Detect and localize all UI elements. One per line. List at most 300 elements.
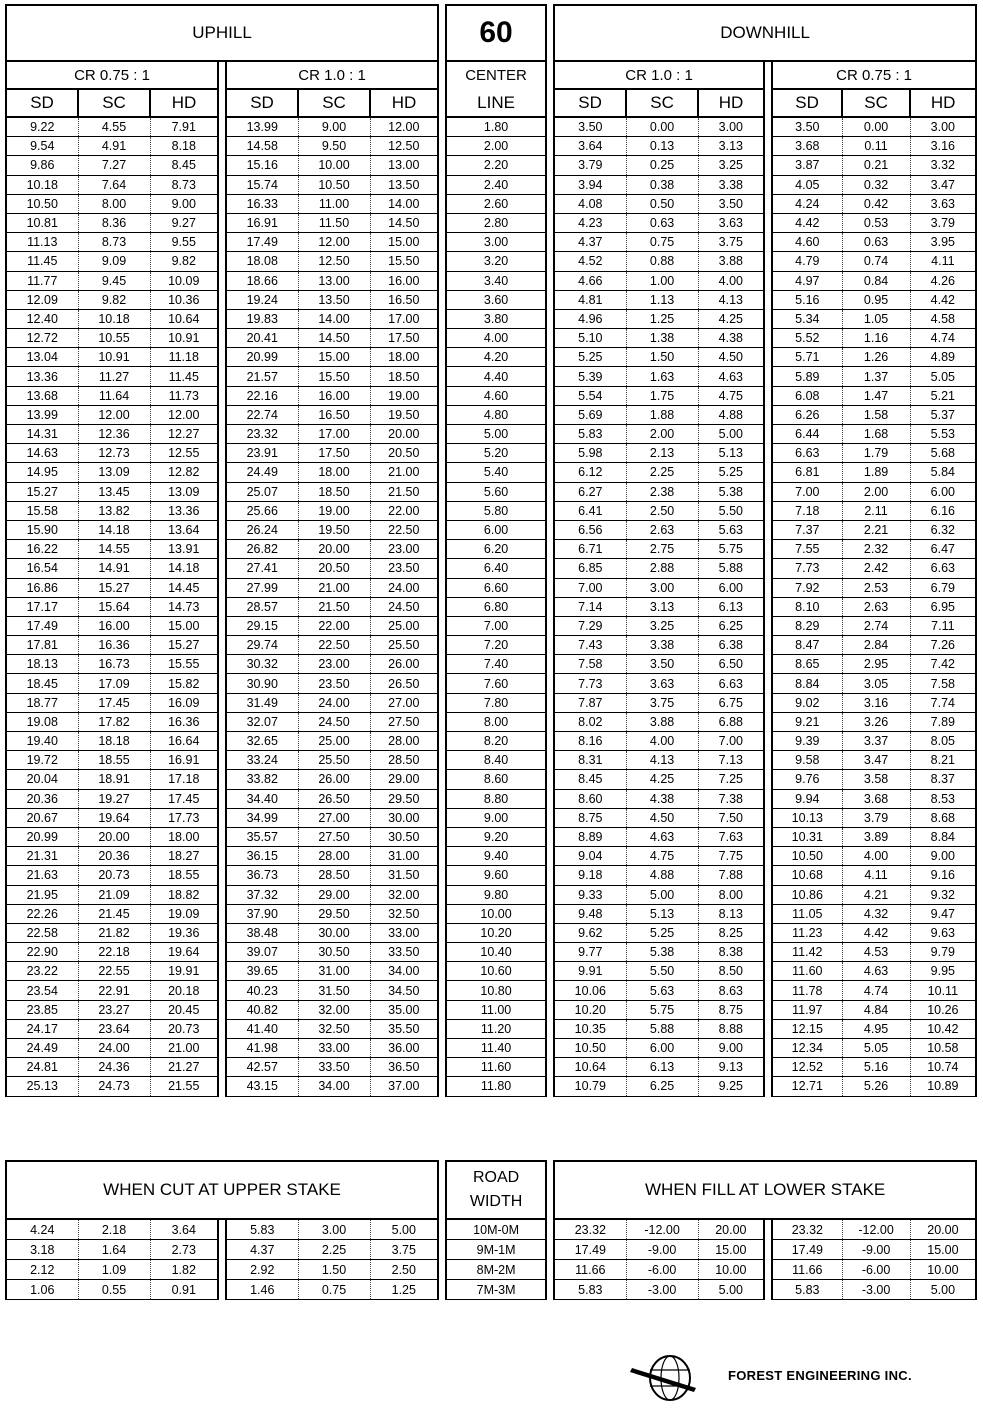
globe-logo-icon bbox=[630, 1348, 702, 1406]
table-cell: 28.50 bbox=[370, 751, 438, 770]
table-cell: 4.91 bbox=[78, 137, 150, 156]
table-cell: 2.50 bbox=[626, 501, 698, 520]
table-cell: 17.81 bbox=[6, 636, 78, 655]
table-cell: 6.47 bbox=[910, 540, 976, 559]
table-cell: 9.63 bbox=[910, 923, 976, 942]
table-cell: 14.45 bbox=[150, 578, 218, 597]
table-cell: 26.50 bbox=[298, 789, 370, 808]
table-cell: 18.18 bbox=[78, 732, 150, 751]
table-cell: 4.24 bbox=[772, 194, 842, 213]
table-cell: 11.66 bbox=[772, 1260, 842, 1280]
table-cell: 5.83 bbox=[554, 1280, 626, 1300]
downhill-cr10-header: CR 1.0 : 1 bbox=[554, 61, 764, 89]
table-cell: 2.00 bbox=[446, 137, 546, 156]
table-cell: 18.66 bbox=[226, 271, 298, 290]
table-cell: 23.85 bbox=[6, 1000, 78, 1019]
table-cell: 27.00 bbox=[370, 693, 438, 712]
table-cell: 8.47 bbox=[772, 636, 842, 655]
table-cell: 1.16 bbox=[842, 329, 910, 348]
table-cell: 17.50 bbox=[370, 329, 438, 348]
table-cell: 21.31 bbox=[6, 847, 78, 866]
table-row bbox=[6, 482, 976, 501]
table-cell: 12.00 bbox=[298, 233, 370, 252]
table-cell: 10.74 bbox=[910, 1058, 976, 1077]
table-row bbox=[6, 655, 976, 674]
table-row bbox=[6, 463, 976, 482]
table-cell: 5.25 bbox=[698, 463, 764, 482]
table-cell: 0.75 bbox=[298, 1280, 370, 1300]
table-cell: 13.82 bbox=[78, 501, 150, 520]
table-cell: 8.89 bbox=[554, 827, 626, 846]
table-cell: 11.50 bbox=[298, 213, 370, 232]
table-cell: 17.17 bbox=[6, 597, 78, 616]
table-cell: 3.18 bbox=[6, 1240, 78, 1260]
table-cell: 16.33 bbox=[226, 194, 298, 213]
table-cell: 8.63 bbox=[698, 981, 764, 1000]
centerline-header-bottom: LINE bbox=[446, 89, 546, 117]
table-cell: 20.00 bbox=[698, 1219, 764, 1240]
table-cell: 3.32 bbox=[910, 156, 976, 175]
table-cell: 13.36 bbox=[150, 501, 218, 520]
table-cell: 21.00 bbox=[150, 1039, 218, 1058]
table-cell: 6.12 bbox=[554, 463, 626, 482]
table-cell: 7.13 bbox=[698, 751, 764, 770]
table-row bbox=[6, 1019, 976, 1038]
table-cell: 3.47 bbox=[842, 751, 910, 770]
table-row bbox=[6, 904, 976, 923]
table-cell: 5.38 bbox=[626, 943, 698, 962]
table-cell: 6.13 bbox=[626, 1058, 698, 1077]
table-cell: 29.15 bbox=[226, 616, 298, 635]
table-cell: 9.00 bbox=[698, 1039, 764, 1058]
table-cell: 18.00 bbox=[150, 827, 218, 846]
table-cell: 11.13 bbox=[6, 233, 78, 252]
table-cell: 15.27 bbox=[6, 482, 78, 501]
table-cell: -6.00 bbox=[842, 1260, 910, 1280]
table-cell: 9.55 bbox=[150, 233, 218, 252]
table-cell: 24.17 bbox=[6, 1019, 78, 1038]
table-cell: 4.24 bbox=[6, 1219, 78, 1240]
table-cell: 0.55 bbox=[78, 1280, 150, 1300]
table-cell: 21.45 bbox=[78, 904, 150, 923]
table-cell: 4.63 bbox=[698, 367, 764, 386]
table-cell: 6.25 bbox=[626, 1077, 698, 1096]
table-cell: 14.00 bbox=[298, 309, 370, 328]
table-cell: 13.91 bbox=[150, 540, 218, 559]
table-cell: 4.60 bbox=[772, 233, 842, 252]
table-cell: 33.24 bbox=[226, 751, 298, 770]
table-cell: 3.64 bbox=[554, 137, 626, 156]
table-cell: 19.40 bbox=[6, 732, 78, 751]
table-cell: 2.80 bbox=[446, 213, 546, 232]
table-cell: 4.38 bbox=[698, 329, 764, 348]
table-cell: 24.49 bbox=[226, 463, 298, 482]
col-hd: HD bbox=[150, 89, 218, 117]
table-cell: 36.73 bbox=[226, 866, 298, 885]
table-cell: 11.42 bbox=[772, 943, 842, 962]
table-cell: 7.00 bbox=[554, 578, 626, 597]
table-cell: 5.75 bbox=[698, 540, 764, 559]
table-cell: 32.07 bbox=[226, 712, 298, 731]
table-cell: 9.20 bbox=[446, 827, 546, 846]
table-cell: 3.68 bbox=[842, 789, 910, 808]
table-cell: 6.32 bbox=[910, 520, 976, 539]
table-cell: -3.00 bbox=[842, 1280, 910, 1300]
table-cell: 20.67 bbox=[6, 808, 78, 827]
table-cell: 38.48 bbox=[226, 923, 298, 942]
table-cell: 0.32 bbox=[842, 175, 910, 194]
table-cell: 9.40 bbox=[446, 847, 546, 866]
table-cell: 5.53 bbox=[910, 425, 976, 444]
table-cell: 8.84 bbox=[772, 674, 842, 693]
col-sd: SD bbox=[6, 89, 78, 117]
table-cell: 3.75 bbox=[370, 1240, 438, 1260]
table-cell: 4.63 bbox=[626, 827, 698, 846]
table-cell: 5.25 bbox=[554, 348, 626, 367]
table-cell: 30.90 bbox=[226, 674, 298, 693]
table-row bbox=[6, 559, 976, 578]
table-cell: 7M-3M bbox=[446, 1280, 546, 1300]
table-cell: 2.73 bbox=[150, 1240, 218, 1260]
table-cell: 20.00 bbox=[910, 1219, 976, 1240]
table-cell: 5.10 bbox=[554, 329, 626, 348]
table-cell: 2.21 bbox=[842, 520, 910, 539]
table-cell: 5.83 bbox=[772, 1280, 842, 1300]
table-cell: 6.08 bbox=[772, 386, 842, 405]
table-cell: 30.32 bbox=[226, 655, 298, 674]
table-row bbox=[6, 1058, 976, 1077]
table-cell: 5.83 bbox=[226, 1219, 298, 1240]
table-cell: 16.00 bbox=[298, 386, 370, 405]
table-cell: 11.45 bbox=[6, 252, 78, 271]
table-cell: 1.79 bbox=[842, 444, 910, 463]
table-cell: 18.55 bbox=[78, 751, 150, 770]
table-cell: 2.88 bbox=[626, 559, 698, 578]
uphill-cr10-header: CR 1.0 : 1 bbox=[226, 61, 438, 89]
col-sd: SD bbox=[226, 89, 298, 117]
table-cell: 4.38 bbox=[626, 789, 698, 808]
table-cell: 7.50 bbox=[698, 808, 764, 827]
table-cell: 42.57 bbox=[226, 1058, 298, 1077]
table-cell: 5.60 bbox=[446, 482, 546, 501]
table-cell: 12.15 bbox=[772, 1019, 842, 1038]
table-cell: 9.33 bbox=[554, 885, 626, 904]
table-cell: 3.20 bbox=[446, 252, 546, 271]
table-cell: 5.20 bbox=[446, 444, 546, 463]
table-cell: 10.06 bbox=[554, 981, 626, 1000]
table-cell: 7.27 bbox=[78, 156, 150, 175]
table-cell: 28.00 bbox=[370, 732, 438, 751]
table-cell: 0.75 bbox=[626, 233, 698, 252]
uphill-cr075-header: CR 0.75 : 1 bbox=[6, 61, 218, 89]
table-cell: 20.04 bbox=[6, 770, 78, 789]
table-cell: 17.00 bbox=[370, 309, 438, 328]
col-sc: SC bbox=[626, 89, 698, 117]
table-cell: 12.71 bbox=[772, 1077, 842, 1096]
table-cell: 5.39 bbox=[554, 367, 626, 386]
table-cell: 6.63 bbox=[910, 559, 976, 578]
table-cell: 12.55 bbox=[150, 444, 218, 463]
table-row bbox=[6, 175, 976, 194]
table-cell: 9.45 bbox=[78, 271, 150, 290]
table-row bbox=[6, 789, 976, 808]
table-row bbox=[6, 117, 976, 137]
table-cell: 3.16 bbox=[842, 693, 910, 712]
table-cell: 7.11 bbox=[910, 616, 976, 635]
table-cell: 15.16 bbox=[226, 156, 298, 175]
table-cell: 13.09 bbox=[150, 482, 218, 501]
table-cell: 5.25 bbox=[626, 923, 698, 942]
table-cell: 11.05 bbox=[772, 904, 842, 923]
table-cell: 0.11 bbox=[842, 137, 910, 156]
table-cell: 2.25 bbox=[626, 463, 698, 482]
table-cell: 1.82 bbox=[150, 1260, 218, 1280]
table-cell: 11.40 bbox=[446, 1039, 546, 1058]
table-cell: 7.91 bbox=[150, 117, 218, 137]
table-cell: 10.79 bbox=[554, 1077, 626, 1096]
table-cell: 36.00 bbox=[370, 1039, 438, 1058]
table-cell: 32.50 bbox=[298, 1019, 370, 1038]
table-cell: 16.50 bbox=[298, 405, 370, 424]
table-cell: 21.50 bbox=[298, 597, 370, 616]
table-cell: 14.50 bbox=[370, 213, 438, 232]
table-cell: 15.74 bbox=[226, 175, 298, 194]
table-cell: 8.38 bbox=[698, 943, 764, 962]
table-cell: 25.50 bbox=[298, 751, 370, 770]
table-cell: 40.23 bbox=[226, 981, 298, 1000]
table-cell: 3.63 bbox=[910, 194, 976, 213]
table-cell: 27.50 bbox=[298, 827, 370, 846]
table-cell: 23.54 bbox=[6, 981, 78, 1000]
table-cell: 10.81 bbox=[6, 213, 78, 232]
table-cell: 13.99 bbox=[6, 405, 78, 424]
table-cell: 6.60 bbox=[446, 578, 546, 597]
table-cell: 20.36 bbox=[6, 789, 78, 808]
table-cell: 3.60 bbox=[446, 290, 546, 309]
table-cell: 14.73 bbox=[150, 597, 218, 616]
table-cell: 12.27 bbox=[150, 425, 218, 444]
table-cell: 9.21 bbox=[772, 712, 842, 731]
table-cell: 18.45 bbox=[6, 674, 78, 693]
table-cell: 1.50 bbox=[626, 348, 698, 367]
table-cell: 24.50 bbox=[370, 597, 438, 616]
table-row bbox=[6, 386, 976, 405]
table-cell: 3.63 bbox=[698, 213, 764, 232]
table-cell: 24.81 bbox=[6, 1058, 78, 1077]
table-cell: 23.50 bbox=[298, 674, 370, 693]
table-cell: 6.00 bbox=[698, 578, 764, 597]
table-cell: 7.58 bbox=[554, 655, 626, 674]
table-row bbox=[6, 866, 976, 885]
col-hd: HD bbox=[370, 89, 438, 117]
table-row bbox=[6, 252, 976, 271]
table-cell: 25.00 bbox=[370, 616, 438, 635]
table-cell: 8.00 bbox=[446, 712, 546, 731]
table-cell: 3.13 bbox=[698, 137, 764, 156]
table-cell: 10.86 bbox=[772, 885, 842, 904]
table-cell: 5.54 bbox=[554, 386, 626, 405]
table-cell: 2.84 bbox=[842, 636, 910, 655]
table-cell: 7.80 bbox=[446, 693, 546, 712]
table-cell: 4.42 bbox=[772, 213, 842, 232]
table-cell: 3.79 bbox=[842, 808, 910, 827]
table-cell: 16.22 bbox=[6, 540, 78, 559]
table-cell: 17.09 bbox=[78, 674, 150, 693]
table-cell: 19.64 bbox=[78, 808, 150, 827]
table-cell: 6.40 bbox=[446, 559, 546, 578]
table-cell: 10.00 bbox=[298, 156, 370, 175]
table-cell: 23.32 bbox=[226, 425, 298, 444]
table-cell: 4.13 bbox=[698, 290, 764, 309]
table-cell: 8.75 bbox=[554, 808, 626, 827]
table-cell: 0.88 bbox=[626, 252, 698, 271]
table-cell: 4.55 bbox=[78, 117, 150, 137]
table-cell: 6.00 bbox=[446, 520, 546, 539]
table-cell: 1.00 bbox=[626, 271, 698, 290]
table-cell: 15.50 bbox=[370, 252, 438, 271]
table-cell: 26.00 bbox=[370, 655, 438, 674]
table-cell: 1.46 bbox=[226, 1280, 298, 1300]
table-cell: 30.00 bbox=[298, 923, 370, 942]
table-cell: 18.00 bbox=[298, 463, 370, 482]
table-cell: 5.26 bbox=[842, 1077, 910, 1096]
table-cell: 8.80 bbox=[446, 789, 546, 808]
table-cell: 10.80 bbox=[446, 981, 546, 1000]
table-cell: 30.00 bbox=[370, 808, 438, 827]
table-cell: 4.80 bbox=[446, 405, 546, 424]
table-cell: 2.11 bbox=[842, 501, 910, 520]
table-cell: 4.66 bbox=[554, 271, 626, 290]
table-row bbox=[6, 425, 976, 444]
table-cell: 21.57 bbox=[226, 367, 298, 386]
table-cell: 2.00 bbox=[626, 425, 698, 444]
table-cell: 17.00 bbox=[298, 425, 370, 444]
table-cell: 34.99 bbox=[226, 808, 298, 827]
table-cell: 1.09 bbox=[78, 1260, 150, 1280]
table-cell: 13.68 bbox=[6, 386, 78, 405]
table-cell: 29.00 bbox=[370, 770, 438, 789]
table-cell: 13.99 bbox=[226, 117, 298, 137]
col-sc: SC bbox=[298, 89, 370, 117]
table-cell: 3.89 bbox=[842, 827, 910, 846]
table-row bbox=[6, 137, 976, 156]
table-cell: 1.05 bbox=[842, 309, 910, 328]
table-cell: 22.58 bbox=[6, 923, 78, 942]
table-cell: 10.91 bbox=[150, 329, 218, 348]
table-cell: 7.73 bbox=[772, 559, 842, 578]
table-cell: 2.95 bbox=[842, 655, 910, 674]
table-cell: 24.00 bbox=[78, 1039, 150, 1058]
table-cell: 4.84 bbox=[842, 1000, 910, 1019]
table-cell: -9.00 bbox=[842, 1240, 910, 1260]
table-row bbox=[6, 329, 976, 348]
table-cell: -6.00 bbox=[626, 1260, 698, 1280]
table-cell: 9.02 bbox=[772, 693, 842, 712]
table-cell: 28.00 bbox=[298, 847, 370, 866]
table-row bbox=[6, 616, 976, 635]
table-cell: 4.23 bbox=[554, 213, 626, 232]
table-cell: 3.13 bbox=[626, 597, 698, 616]
table-cell: 27.41 bbox=[226, 559, 298, 578]
table-cell: 4.95 bbox=[842, 1019, 910, 1038]
table-cell: 18.00 bbox=[370, 348, 438, 367]
table-cell: 5.13 bbox=[698, 444, 764, 463]
table-cell: 4.97 bbox=[772, 271, 842, 290]
table-cell: 3.00 bbox=[298, 1219, 370, 1240]
table-cell: 34.40 bbox=[226, 789, 298, 808]
table-cell: 22.00 bbox=[370, 501, 438, 520]
table-cell: 23.50 bbox=[370, 559, 438, 578]
table-cell: 33.50 bbox=[298, 1058, 370, 1077]
table-cell: 10.00 bbox=[446, 904, 546, 923]
table-cell: 9.80 bbox=[446, 885, 546, 904]
table-cell: 19.08 bbox=[6, 712, 78, 731]
table-cell: 17.50 bbox=[298, 444, 370, 463]
table-cell: 4.74 bbox=[842, 981, 910, 1000]
table-cell: 7.58 bbox=[910, 674, 976, 693]
table-cell: 3.94 bbox=[554, 175, 626, 194]
table-cell: 15.27 bbox=[78, 578, 150, 597]
table-cell: 26.50 bbox=[370, 674, 438, 693]
table-row bbox=[6, 578, 976, 597]
table-cell: 8.53 bbox=[910, 789, 976, 808]
table-cell: 3.80 bbox=[446, 309, 546, 328]
table-cell: 8M-2M bbox=[446, 1260, 546, 1280]
table-cell: 33.00 bbox=[298, 1039, 370, 1058]
table-cell: 0.95 bbox=[842, 290, 910, 309]
table-cell: 10.31 bbox=[772, 827, 842, 846]
table-cell: 14.00 bbox=[370, 194, 438, 213]
table-cell: 8.40 bbox=[446, 751, 546, 770]
table-cell: 8.60 bbox=[554, 789, 626, 808]
table-row bbox=[6, 827, 976, 846]
table-cell: 11.73 bbox=[150, 386, 218, 405]
table-cell: 4.89 bbox=[910, 348, 976, 367]
table-cell: 10.55 bbox=[78, 329, 150, 348]
table-cell: 2.63 bbox=[842, 597, 910, 616]
table-cell: 9.27 bbox=[150, 213, 218, 232]
table-cell: 5.52 bbox=[772, 329, 842, 348]
table-cell: 8.10 bbox=[772, 597, 842, 616]
table-cell: 17.45 bbox=[150, 789, 218, 808]
table-cell: 15.00 bbox=[910, 1240, 976, 1260]
table-cell: 24.36 bbox=[78, 1058, 150, 1077]
table-cell: 5.71 bbox=[772, 348, 842, 367]
table-row bbox=[6, 693, 976, 712]
table-cell: 4.11 bbox=[910, 252, 976, 271]
table-cell: 4.00 bbox=[842, 847, 910, 866]
table-cell: 12.36 bbox=[78, 425, 150, 444]
table-cell: 24.49 bbox=[6, 1039, 78, 1058]
table-cell: 20.50 bbox=[370, 444, 438, 463]
table-cell: 7.63 bbox=[698, 827, 764, 846]
table-cell: 3.38 bbox=[626, 636, 698, 655]
table-cell: 10.50 bbox=[772, 847, 842, 866]
table-cell: 22.74 bbox=[226, 405, 298, 424]
table-cell: 34.50 bbox=[370, 981, 438, 1000]
table-cell: 11.60 bbox=[446, 1058, 546, 1077]
table-cell: 15.64 bbox=[78, 597, 150, 616]
table-cell: 6.56 bbox=[554, 520, 626, 539]
table-cell: 8.65 bbox=[772, 655, 842, 674]
table-cell: 8.45 bbox=[150, 156, 218, 175]
table-cell: 4.88 bbox=[626, 866, 698, 885]
table-cell: 18.91 bbox=[78, 770, 150, 789]
table-cell: 1.63 bbox=[626, 367, 698, 386]
table-cell: 17.49 bbox=[6, 616, 78, 635]
table-cell: 25.07 bbox=[226, 482, 298, 501]
table-cell: 23.32 bbox=[554, 1219, 626, 1240]
